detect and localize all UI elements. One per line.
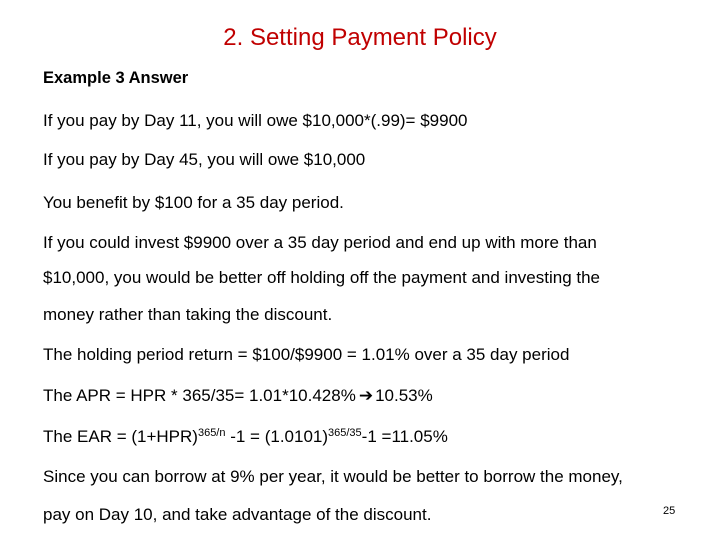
apr-result: 10.53% xyxy=(375,386,433,405)
ear-exponent-2: 365/35 xyxy=(328,427,362,439)
apr-formula: The APR = HPR * 365/35= 1.01*10.428% xyxy=(43,386,356,405)
body-line-3: You benefit by $100 for a 35 day period. xyxy=(43,193,344,212)
body-line-1: If you pay by Day 11, you will owe $10,000*(.99)= $9900 xyxy=(43,111,468,130)
body-line-11: pay on Day 10, and take advantage of the discount. xyxy=(43,505,432,524)
arrow-right-icon: ➔ xyxy=(358,386,374,405)
body-line-2: If you pay by Day 45, you will owe $10,000 xyxy=(43,150,366,169)
ear-part-a: The EAR = (1+HPR) xyxy=(43,427,198,446)
example-heading: Example 3 Answer xyxy=(43,69,189,87)
slide-title: 2. Setting Payment Policy xyxy=(223,24,497,51)
page-number: 25 xyxy=(663,505,676,517)
ear-exponent-1: 365/n xyxy=(197,427,226,439)
ear-part-c: -1 =11.05% xyxy=(361,427,448,446)
ear-part-b: -1 = (1.0101) xyxy=(225,427,329,446)
body-line-apr xyxy=(43,386,433,406)
body-line-10: Since you can borrow at 9% per year, it would be better to borrow the money, xyxy=(43,467,623,486)
body-line-7: The holding period return = $100/$9900 = 1.01% over a 35 day period xyxy=(43,345,570,364)
body-line-ear xyxy=(43,427,448,447)
body-line-6: money rather than taking the discount. xyxy=(43,305,333,324)
body-line-4: If you could invest $9900 over a 35 day period and end up with more than xyxy=(43,233,597,252)
body-line-5: $10,000, you would be better off holding off the payment and investing the xyxy=(43,268,600,287)
